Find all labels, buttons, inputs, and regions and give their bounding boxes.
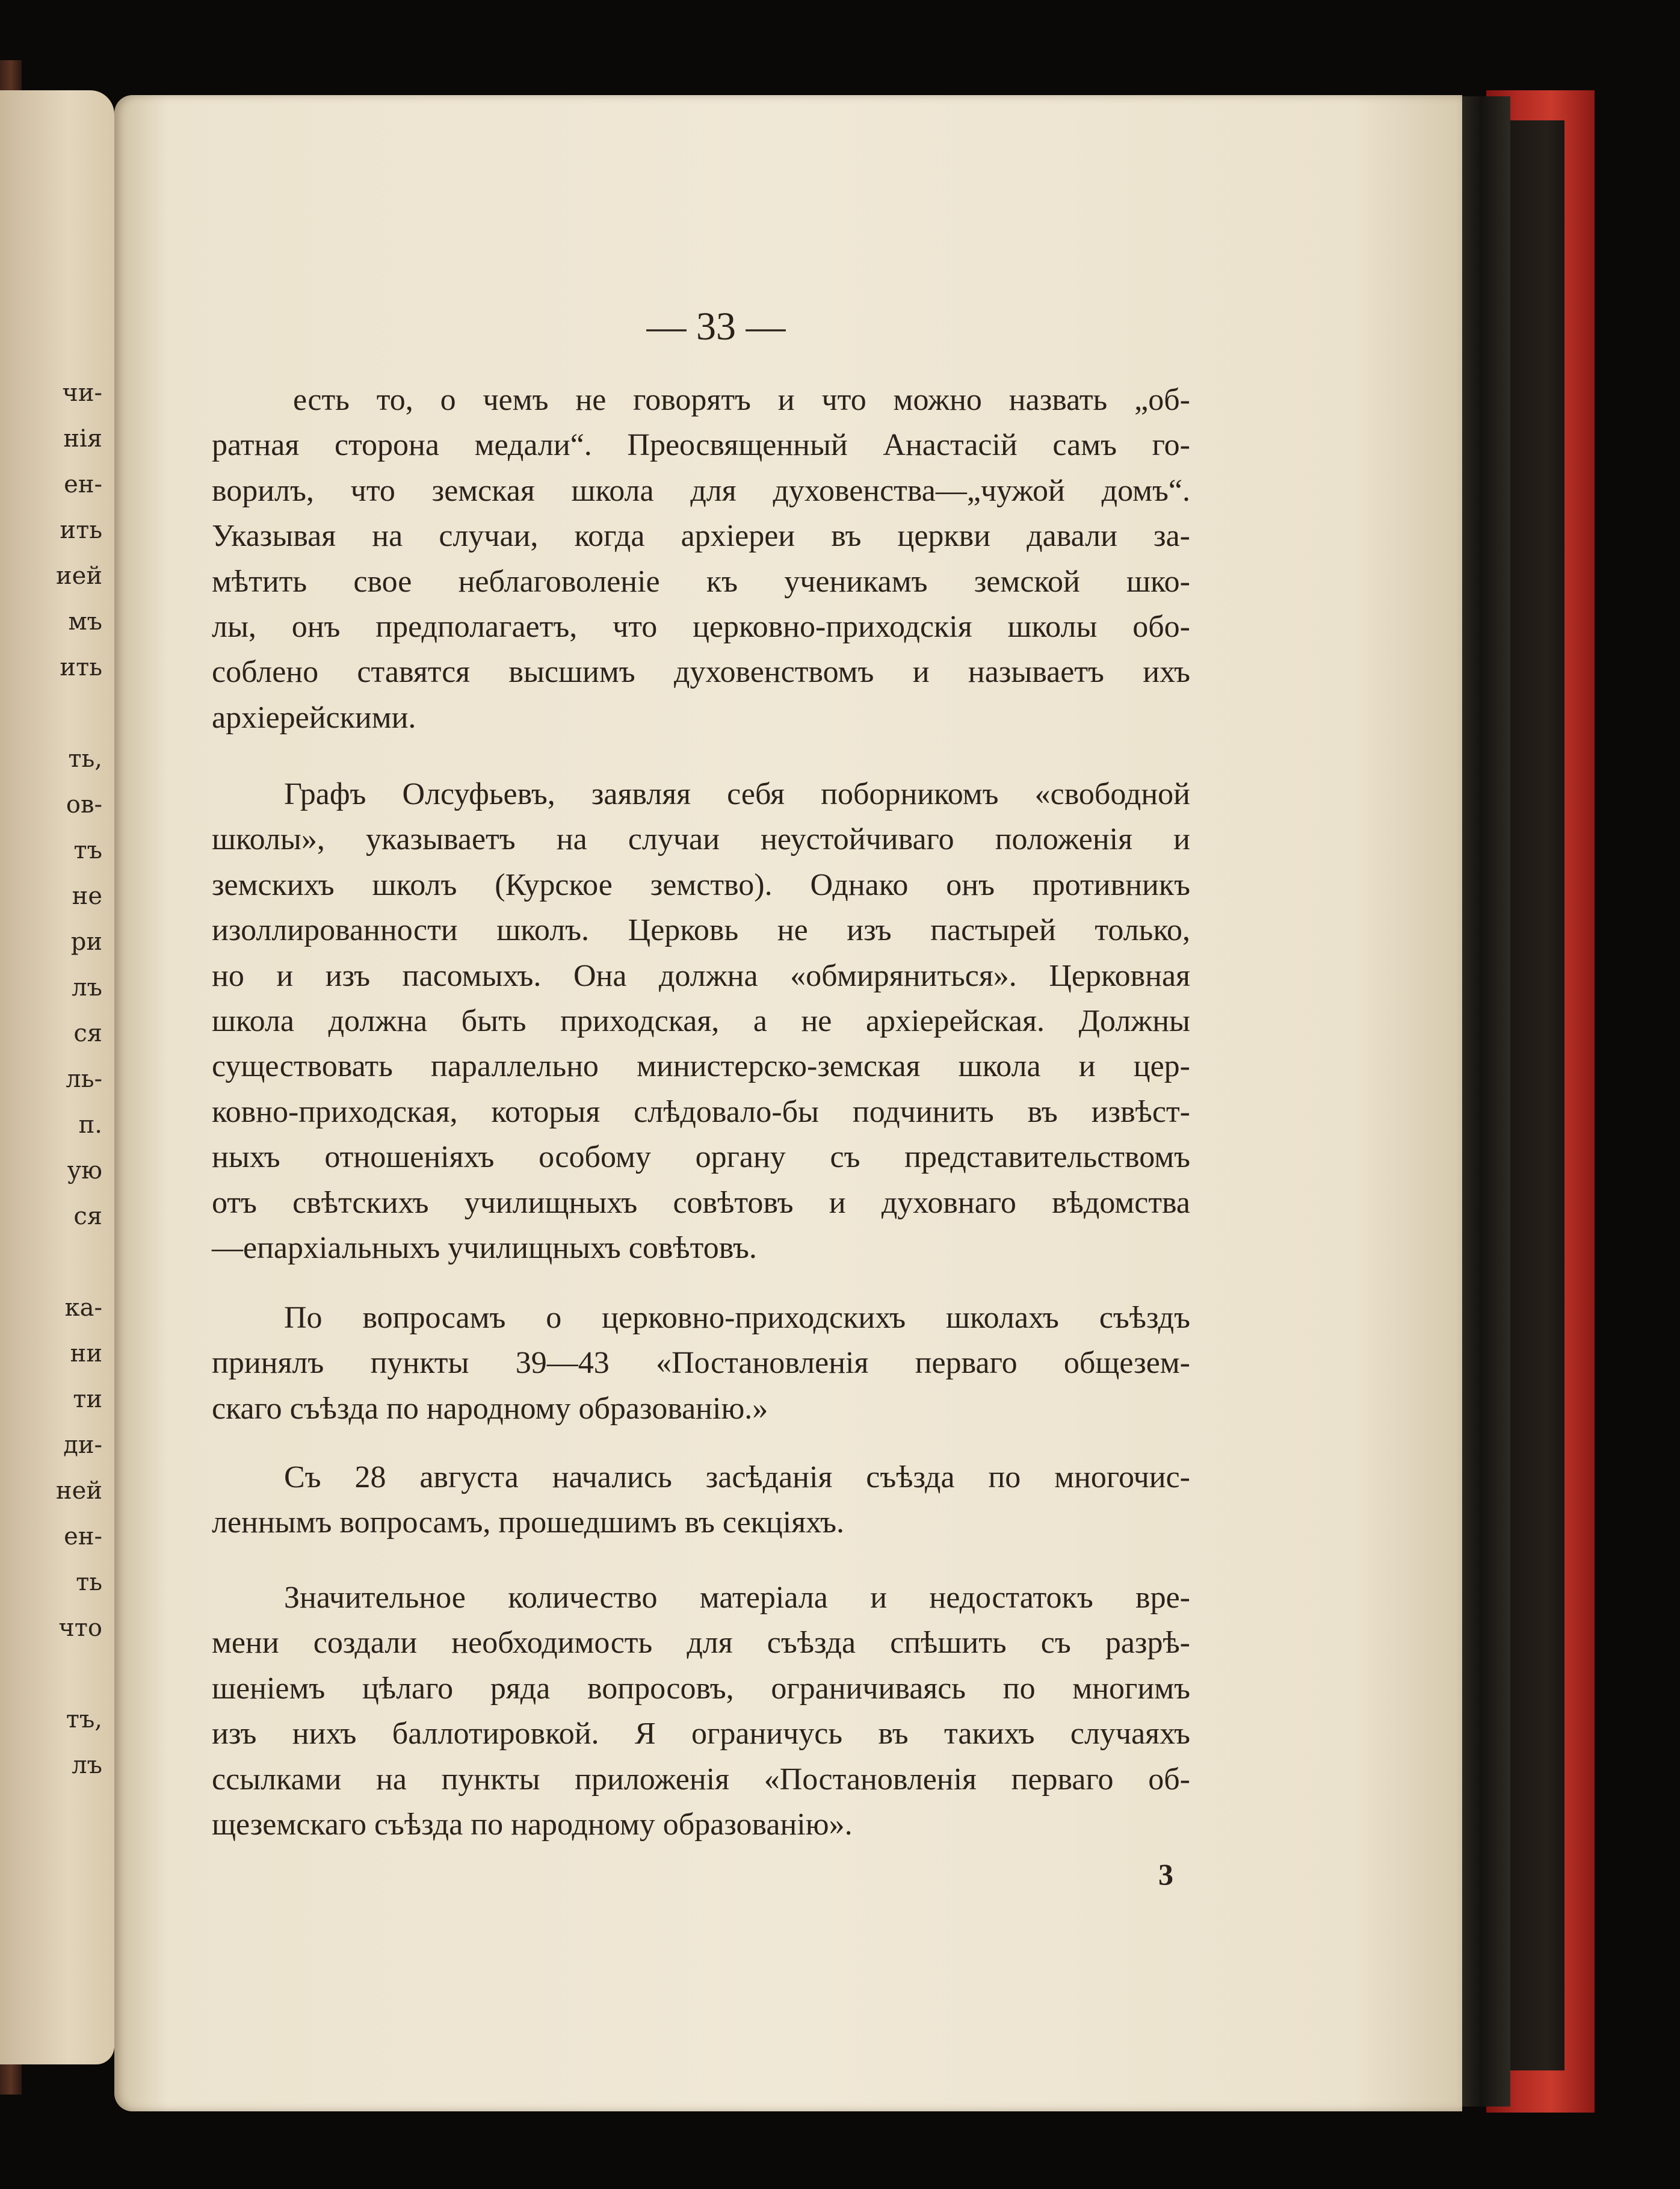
text-line: Съ 28 августа начались засѣданія съѣзда по многочис- <box>284 1460 1190 1494</box>
text-line: Значительное количество матеріала и недостатокъ вре- <box>284 1581 1190 1615</box>
left-fragment-line: нія <box>63 425 102 453</box>
left-fragment-line: ти <box>73 1386 102 1413</box>
left-fragment-line: ка- <box>64 1294 102 1322</box>
left-fragment-line: ть <box>76 1568 102 1596</box>
text-line: лы, онъ предполагаетъ, что церковно-приходскія школы обо- <box>212 610 1190 644</box>
text-line: отъ свѣтскихъ училищныхъ совѣтовъ и духовнаго вѣдомства <box>212 1185 1190 1220</box>
page-fore-edge <box>1462 96 1510 2107</box>
text-line: ворилъ, что земская школа для духовенства—„чужой домъ“. <box>212 473 1190 508</box>
text-line: изоллированности школъ. Церковь не изъ пастырей только, <box>212 913 1190 948</box>
left-fragment-line: тъ, <box>66 1706 102 1733</box>
left-fragment-line: ен- <box>64 1523 102 1550</box>
text-line: принялъ пункты 39—43 «Постановленія перваго общезем- <box>212 1346 1190 1381</box>
signature-mark: 3 <box>1158 1857 1173 1891</box>
left-page-text-fragments <box>0 370 102 1788</box>
cover-board-edge <box>1504 120 1564 2070</box>
left-fragment-line: ить <box>60 654 102 681</box>
left-fragment-line: чи- <box>62 379 102 407</box>
text-line: леннымъ вопросамъ, прошедшимъ въ секціяхъ. <box>212 1505 845 1540</box>
text-line: —епархіальныхъ училищныхъ совѣтовъ. <box>212 1231 757 1265</box>
text-line: школа должна быть приходская, а не архіерейская. Должны <box>212 1004 1190 1038</box>
text-line: соблено ставятся высшимъ духовенствомъ и называетъ ихъ <box>212 655 1190 690</box>
left-fragment-line <box>0 1651 102 1697</box>
left-fragment-line: ить <box>60 516 102 544</box>
text-line: щеземскаго съѣзда по народному образованію». <box>212 1807 853 1842</box>
left-page <box>0 90 114 2064</box>
left-fragment-line <box>0 1239 102 1285</box>
left-fragment-line: ль- <box>66 1065 102 1093</box>
text-line: земскихъ школъ (Курское земство). Однако онъ противникъ <box>212 867 1190 902</box>
text-line: ковно-приходская, которыя слѣдовало-бы подчинить въ извѣст- <box>212 1094 1190 1129</box>
left-fragment-line: лъ <box>72 974 102 1002</box>
text-line: но и изъ пасомыхъ. Она должна «обмирянитьcя». Церковная <box>212 958 1190 993</box>
left-fragment-line: п. <box>78 1111 102 1139</box>
left-fragment-line: ни <box>70 1340 102 1367</box>
left-fragment-line: мъ <box>68 608 102 636</box>
text-line: ратная сторона медали“. Преосвященный Анастасій самъ го- <box>212 428 1190 463</box>
left-fragment-line: ся <box>73 1020 102 1047</box>
text-line: архіерейскими. <box>212 700 416 735</box>
text-line: По вопросамъ о церковно-приходскихъ школахъ съѣздъ <box>284 1301 1190 1335</box>
left-fragment-line: ней <box>56 1477 102 1505</box>
left-fragment-line: ть, <box>68 745 102 773</box>
left-fragment-line: ов- <box>66 791 102 819</box>
text-line: шеніемъ цѣлаго ряда вопросовъ, ограничиваясь по многимъ <box>212 1671 1190 1706</box>
left-fragment-line: лъ <box>72 1751 102 1779</box>
text-line: школы», указываетъ на случаи неустойчиваго положенія и <box>212 822 1190 857</box>
text-line: ссылками на пункты приложенія «Постановленія перваго об- <box>212 1762 1190 1797</box>
left-fragment-line: тъ <box>73 837 102 864</box>
text-line: есть то, о чемъ не говорятъ и что можно назвать „об- <box>293 383 1190 417</box>
left-fragment-line: ией <box>56 562 102 590</box>
text-line: Указывая на случаи, когда архіереи въ церкви давали за- <box>212 519 1190 554</box>
text-line: ныхъ отношеніяхъ особому органу съ представительствомъ <box>212 1140 1190 1175</box>
text-line: скаго съѣзда по народному образованію.» <box>212 1391 768 1426</box>
left-fragment-line: ую <box>67 1157 102 1184</box>
text-line: Графъ Олсуфьевъ, заявляя себя поборникомъ «свободной <box>284 777 1190 811</box>
left-fragment-line: ди- <box>63 1431 102 1459</box>
left-fragment-line: что <box>58 1614 102 1642</box>
text-line: существовать параллельно министерско-земская школа и цер- <box>212 1049 1190 1084</box>
left-fragment-line: ся <box>73 1203 102 1230</box>
left-fragment-line: ен- <box>64 471 102 498</box>
text-line: мени создали необходимость для съѣзда спѣшить съ разрѣ- <box>212 1626 1190 1661</box>
left-fragment-line: ри <box>70 928 102 956</box>
text-line: мѣтить свое неблаговоленіе къ ученикамъ земской шко- <box>212 564 1190 599</box>
page-number: — 33 — <box>646 305 786 348</box>
left-fragment-line: не <box>72 882 102 910</box>
text-line: изъ нихъ баллотировкой. Я ограничусь въ такихъ случаяхъ <box>212 1717 1190 1751</box>
left-fragment-line <box>0 690 102 736</box>
